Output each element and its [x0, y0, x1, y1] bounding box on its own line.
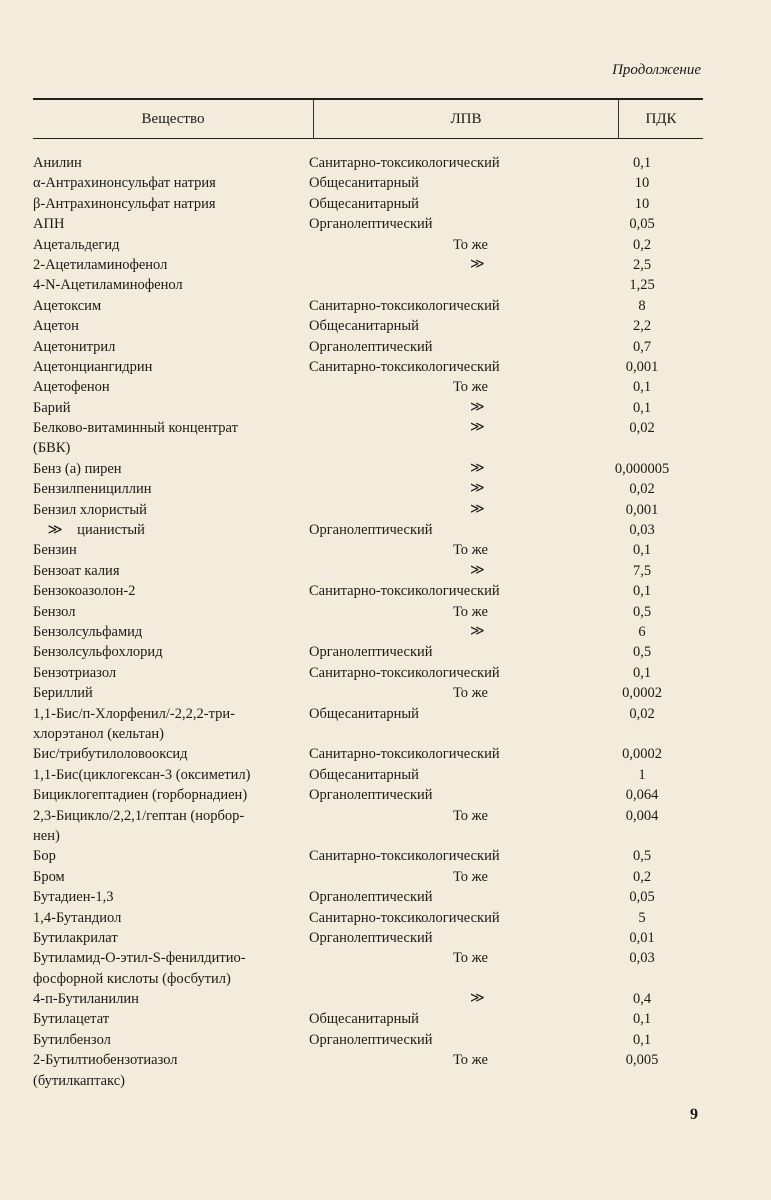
lpv-cell: То же	[453, 868, 488, 885]
table-row	[33, 1050, 713, 1091]
lpv-cell: Общесанитарный	[309, 195, 419, 212]
table-row	[33, 908, 713, 928]
pdk-cell: 0,1	[632, 664, 652, 681]
pdk-cell: 0,5	[632, 644, 652, 661]
substance-cell	[33, 337, 309, 357]
substance-cell	[33, 765, 309, 785]
substance-name: Бутилакрилат	[33, 929, 118, 946]
substance-cell	[33, 704, 309, 745]
header-pdk: ПДК	[645, 110, 677, 127]
table-row	[33, 337, 713, 357]
pdk-cell: 0,005	[625, 1052, 659, 1069]
substance-name: Бензотриазол	[33, 664, 117, 681]
lpv-cell: Санитарно-токсикологический	[309, 664, 500, 681]
lpv-cell: ≫	[470, 624, 485, 639]
substance-name: Ацетоксим	[33, 297, 102, 314]
lpv-cell: Санитарно-токсикологический	[309, 297, 500, 314]
lpv-cell: Органолептический	[309, 929, 433, 946]
substance-cell	[33, 928, 309, 948]
substance-cell	[33, 153, 309, 173]
substance-name: Бенз (а) пирен	[33, 460, 122, 477]
table-row	[33, 887, 713, 907]
pdk-cell: 10	[634, 195, 650, 212]
pdk-cell: 0,1	[632, 379, 652, 396]
table-row	[33, 520, 713, 540]
pdk-cell: 0,2	[632, 236, 652, 253]
table-row	[33, 377, 713, 397]
substance-name: Ацетонитрил	[33, 338, 116, 355]
pdk-cell: 0,2	[632, 868, 652, 885]
substance-name: Ацетон	[33, 318, 79, 335]
table-row	[33, 928, 713, 948]
table-row	[33, 479, 713, 499]
substance-cell	[33, 561, 309, 581]
pdk-cell: 0,4	[632, 991, 652, 1008]
substance-cell	[33, 459, 309, 479]
substance-cell	[33, 357, 309, 377]
lpv-cell: ≫	[470, 991, 485, 1007]
pdk-cell: 0,001	[625, 358, 659, 375]
table-row	[33, 561, 713, 581]
pdk-cell: 6	[638, 624, 646, 640]
lpv-cell: Органолептический	[309, 787, 433, 804]
substance-name: 4-п-Бутиланилин	[33, 991, 139, 1008]
table-row	[33, 296, 713, 316]
substance-name: Бор	[33, 848, 56, 865]
substance-cell	[33, 479, 309, 499]
substance-name: Белково-витаминный концентрат	[33, 420, 238, 437]
lpv-cell: Общесанитарный	[309, 318, 419, 335]
substance-name: 1,4-Бутандиол	[33, 909, 122, 926]
substance-cell	[33, 255, 309, 275]
substance-name: 2,3-Бицикло/2,2,1/гептан (норбор-	[33, 807, 245, 824]
table-row	[33, 989, 713, 1009]
substance-cell	[33, 540, 309, 560]
table-row	[33, 765, 713, 785]
table-row	[33, 357, 713, 377]
table-row	[33, 642, 713, 662]
lpv-cell: Органолептический	[309, 216, 433, 233]
lpv-cell: То же	[453, 379, 488, 396]
substance-name: Бутилацетат	[33, 1011, 110, 1028]
lpv-cell: Органолептический	[309, 1031, 433, 1048]
substance-name: Бициклогептадиен (горборнадиен)	[33, 787, 248, 804]
pdk-cell: 5	[638, 909, 646, 926]
pdk-cell: 0,5	[632, 848, 652, 865]
table-row	[33, 275, 713, 295]
substance-name: 4-N-Ацетиламинофенол	[33, 277, 183, 294]
table-row	[33, 622, 713, 642]
table-row	[33, 785, 713, 805]
lpv-cell: ≫	[470, 460, 485, 476]
substance-name: Бром	[33, 868, 65, 885]
substance-cell	[33, 235, 309, 255]
substance-cell	[33, 989, 309, 1009]
table-row	[33, 602, 713, 622]
pdk-cell: 0,064	[625, 787, 659, 804]
table-header	[33, 98, 703, 139]
lpv-cell: Общесанитарный	[309, 705, 419, 722]
lpv-cell: То же	[453, 236, 488, 253]
substance-cell	[33, 316, 309, 336]
table-row	[33, 194, 713, 214]
substance-name: Бензолсульфохлорид	[33, 644, 163, 661]
substance-cell	[33, 744, 309, 764]
table-row	[33, 581, 713, 601]
lpv-cell: Санитарно-токсикологический	[309, 583, 500, 600]
substance-name: фосфорной кислоты (фосбутил)	[33, 970, 231, 987]
lpv-cell: То же	[453, 603, 488, 620]
pdk-cell: 2,2	[632, 318, 652, 335]
substance-cell	[33, 398, 309, 418]
pdk-cell: 0,05	[629, 216, 655, 233]
lpv-cell: Органолептический	[309, 338, 433, 355]
table-row	[33, 704, 713, 745]
substance-cell	[33, 806, 309, 847]
table-row	[33, 173, 713, 193]
substance-name: 2-Ацетиламинофенол	[33, 256, 168, 273]
substance-name: Ацетальдегид	[33, 236, 120, 253]
substance-cell	[33, 622, 309, 642]
substance-cell	[33, 418, 309, 459]
substance-name: Бензокоазолон-2	[33, 583, 136, 600]
table-row	[33, 806, 713, 847]
pdk-cell: 1	[638, 766, 646, 783]
lpv-cell: Общесанитарный	[309, 766, 419, 783]
substance-cell	[33, 1030, 309, 1050]
substance-name: Ацетонциангидрин	[33, 358, 153, 375]
lpv-cell: Органолептический	[309, 522, 433, 539]
header-substance: Вещество	[33, 100, 314, 138]
pdk-cell: 0,1	[632, 542, 652, 559]
pdk-cell: 0,05	[629, 889, 655, 906]
lpv-cell: Санитарно-токсикологический	[309, 358, 500, 375]
lpv-cell: ≫	[470, 399, 485, 415]
table-row	[33, 418, 713, 459]
substance-name: (БВК)	[33, 440, 71, 457]
lpv-cell: Органолептический	[309, 644, 433, 661]
table-row	[33, 1030, 713, 1050]
table-row	[33, 867, 713, 887]
substance-name: хлорэтанол (кельтан)	[33, 725, 164, 742]
pdk-cell: 10	[634, 175, 650, 192]
pdk-cell: 0,02	[629, 420, 655, 437]
table-row	[33, 214, 713, 234]
substance-name: 1,1-Бис/п-Хлорфенил/-2,2,2-три-	[33, 705, 235, 722]
pdk-cell: 0,02	[629, 705, 655, 722]
substance-name: β-Антрахинонсульфат натрия	[33, 195, 216, 212]
pdk-cell: 1,25	[629, 277, 655, 294]
pdk-cell: 0,02	[629, 481, 655, 498]
lpv-cell: То же	[453, 685, 488, 702]
substance-name: Бензин	[33, 542, 77, 559]
substance-cell	[33, 785, 309, 805]
substance-name: α-Антрахинонсульфат натрия	[33, 175, 216, 192]
table-row	[33, 316, 713, 336]
substance-name: Барий	[33, 399, 71, 416]
substance-cell	[33, 642, 309, 662]
pdk-cell: 0,1	[632, 1031, 652, 1048]
substance-name: Бензолсульфамид	[33, 624, 143, 640]
substance-name: ≫ цианистый	[33, 522, 145, 539]
table-row	[33, 459, 713, 479]
substance-name: Бензил хлористый	[33, 501, 147, 518]
lpv-cell: Органолептический	[309, 889, 433, 906]
substance-cell	[33, 908, 309, 928]
substance-cell	[33, 867, 309, 887]
substance-cell	[33, 846, 309, 866]
table-row	[33, 153, 713, 173]
substance-cell	[33, 1009, 309, 1029]
substance-name: АПН	[33, 216, 65, 233]
table-row	[33, 744, 713, 764]
substance-cell	[33, 948, 309, 989]
lpv-cell: То же	[453, 950, 488, 967]
lpv-cell: То же	[453, 807, 488, 824]
pdk-cell: 0,1	[632, 155, 652, 171]
substance-cell	[33, 683, 309, 703]
continuation-label: Продолжение	[612, 62, 701, 78]
table-body	[33, 153, 713, 1091]
substance-cell	[33, 275, 309, 295]
page-number: 9	[690, 1106, 698, 1123]
substance-name: нен)	[33, 827, 60, 844]
pdk-cell: 0,01	[629, 929, 655, 946]
pdk-cell: 0,000005	[614, 460, 670, 477]
substance-name: Бензоат калия	[33, 562, 120, 579]
pdk-cell: 0,1	[632, 399, 652, 416]
substance-cell	[33, 520, 309, 540]
table-row	[33, 846, 713, 866]
substance-cell	[33, 194, 309, 214]
substance-cell	[33, 581, 309, 601]
substance-name: Бензилпенициллин	[33, 481, 152, 498]
table-row	[33, 500, 713, 520]
substance-cell	[33, 887, 309, 907]
lpv-cell: ≫	[470, 256, 485, 272]
lpv-cell: Санитарно-токсикологический	[309, 155, 500, 171]
substance-cell	[33, 500, 309, 520]
lpv-cell: Санитарно-токсикологический	[309, 848, 500, 865]
lpv-cell: ≫	[470, 481, 485, 497]
pdk-cell: 0,5	[632, 603, 652, 620]
pdk-cell: 7,5	[632, 562, 652, 579]
substance-cell	[33, 214, 309, 234]
table-row	[33, 255, 713, 275]
lpv-cell: ≫	[470, 420, 485, 436]
pdk-cell: 0,001	[625, 501, 659, 518]
substance-name: Анилин	[33, 155, 82, 171]
substance-name: Бутадиен-1,3	[33, 889, 114, 906]
pdk-cell: 2,5	[632, 256, 652, 273]
table-row	[33, 540, 713, 560]
substance-cell	[33, 1050, 309, 1091]
lpv-cell: То же	[453, 1052, 488, 1069]
pdk-cell: 0,1	[632, 583, 652, 600]
pdk-cell: 0,0002	[622, 685, 662, 702]
pdk-cell: 0,004	[625, 807, 659, 824]
substance-cell	[33, 602, 309, 622]
lpv-cell: Общесанитарный	[309, 1011, 419, 1028]
pdk-cell: 0,1	[632, 1011, 652, 1028]
lpv-cell: То же	[453, 542, 488, 559]
substance-name: Бис/трибутилоловооксид	[33, 746, 188, 763]
table-row	[33, 235, 713, 255]
substance-cell	[33, 296, 309, 316]
header-lpv: ЛПВ	[314, 100, 619, 138]
substance-name: Бутилбензол	[33, 1031, 111, 1048]
substance-name: (бутилкаптакс)	[33, 1072, 125, 1089]
substance-name: Ацетофенон	[33, 379, 110, 396]
substance-name: 1,1-Бис(циклогексан-3 (оксиметил)	[33, 766, 251, 783]
table-row	[33, 663, 713, 683]
substance-name: Бериллий	[33, 685, 93, 702]
table-row	[33, 1009, 713, 1029]
lpv-cell: Общесанитарный	[309, 175, 419, 192]
pdk-cell: 0,03	[629, 522, 655, 539]
lpv-cell: ≫	[470, 501, 485, 517]
substance-cell	[33, 173, 309, 193]
pdk-cell: 0,0002	[622, 746, 662, 763]
substance-cell	[33, 377, 309, 397]
pdk-cell: 8	[638, 297, 646, 314]
lpv-cell: Санитарно-токсикологический	[309, 746, 500, 763]
substance-name: Бутиламид-О-этил-S-фенилдитио-	[33, 950, 246, 967]
table-row	[33, 948, 713, 989]
substance-name: 2-Бутилтиобензотиазол	[33, 1052, 178, 1069]
substance-name: Бензол	[33, 603, 76, 620]
substance-cell	[33, 663, 309, 683]
pdk-cell: 0,03	[629, 950, 655, 967]
table-row	[33, 683, 713, 703]
table-row	[33, 398, 713, 418]
lpv-cell: Санитарно-токсикологический	[309, 909, 500, 926]
lpv-cell: ≫	[470, 562, 485, 578]
pdk-cell: 0,7	[632, 338, 652, 355]
